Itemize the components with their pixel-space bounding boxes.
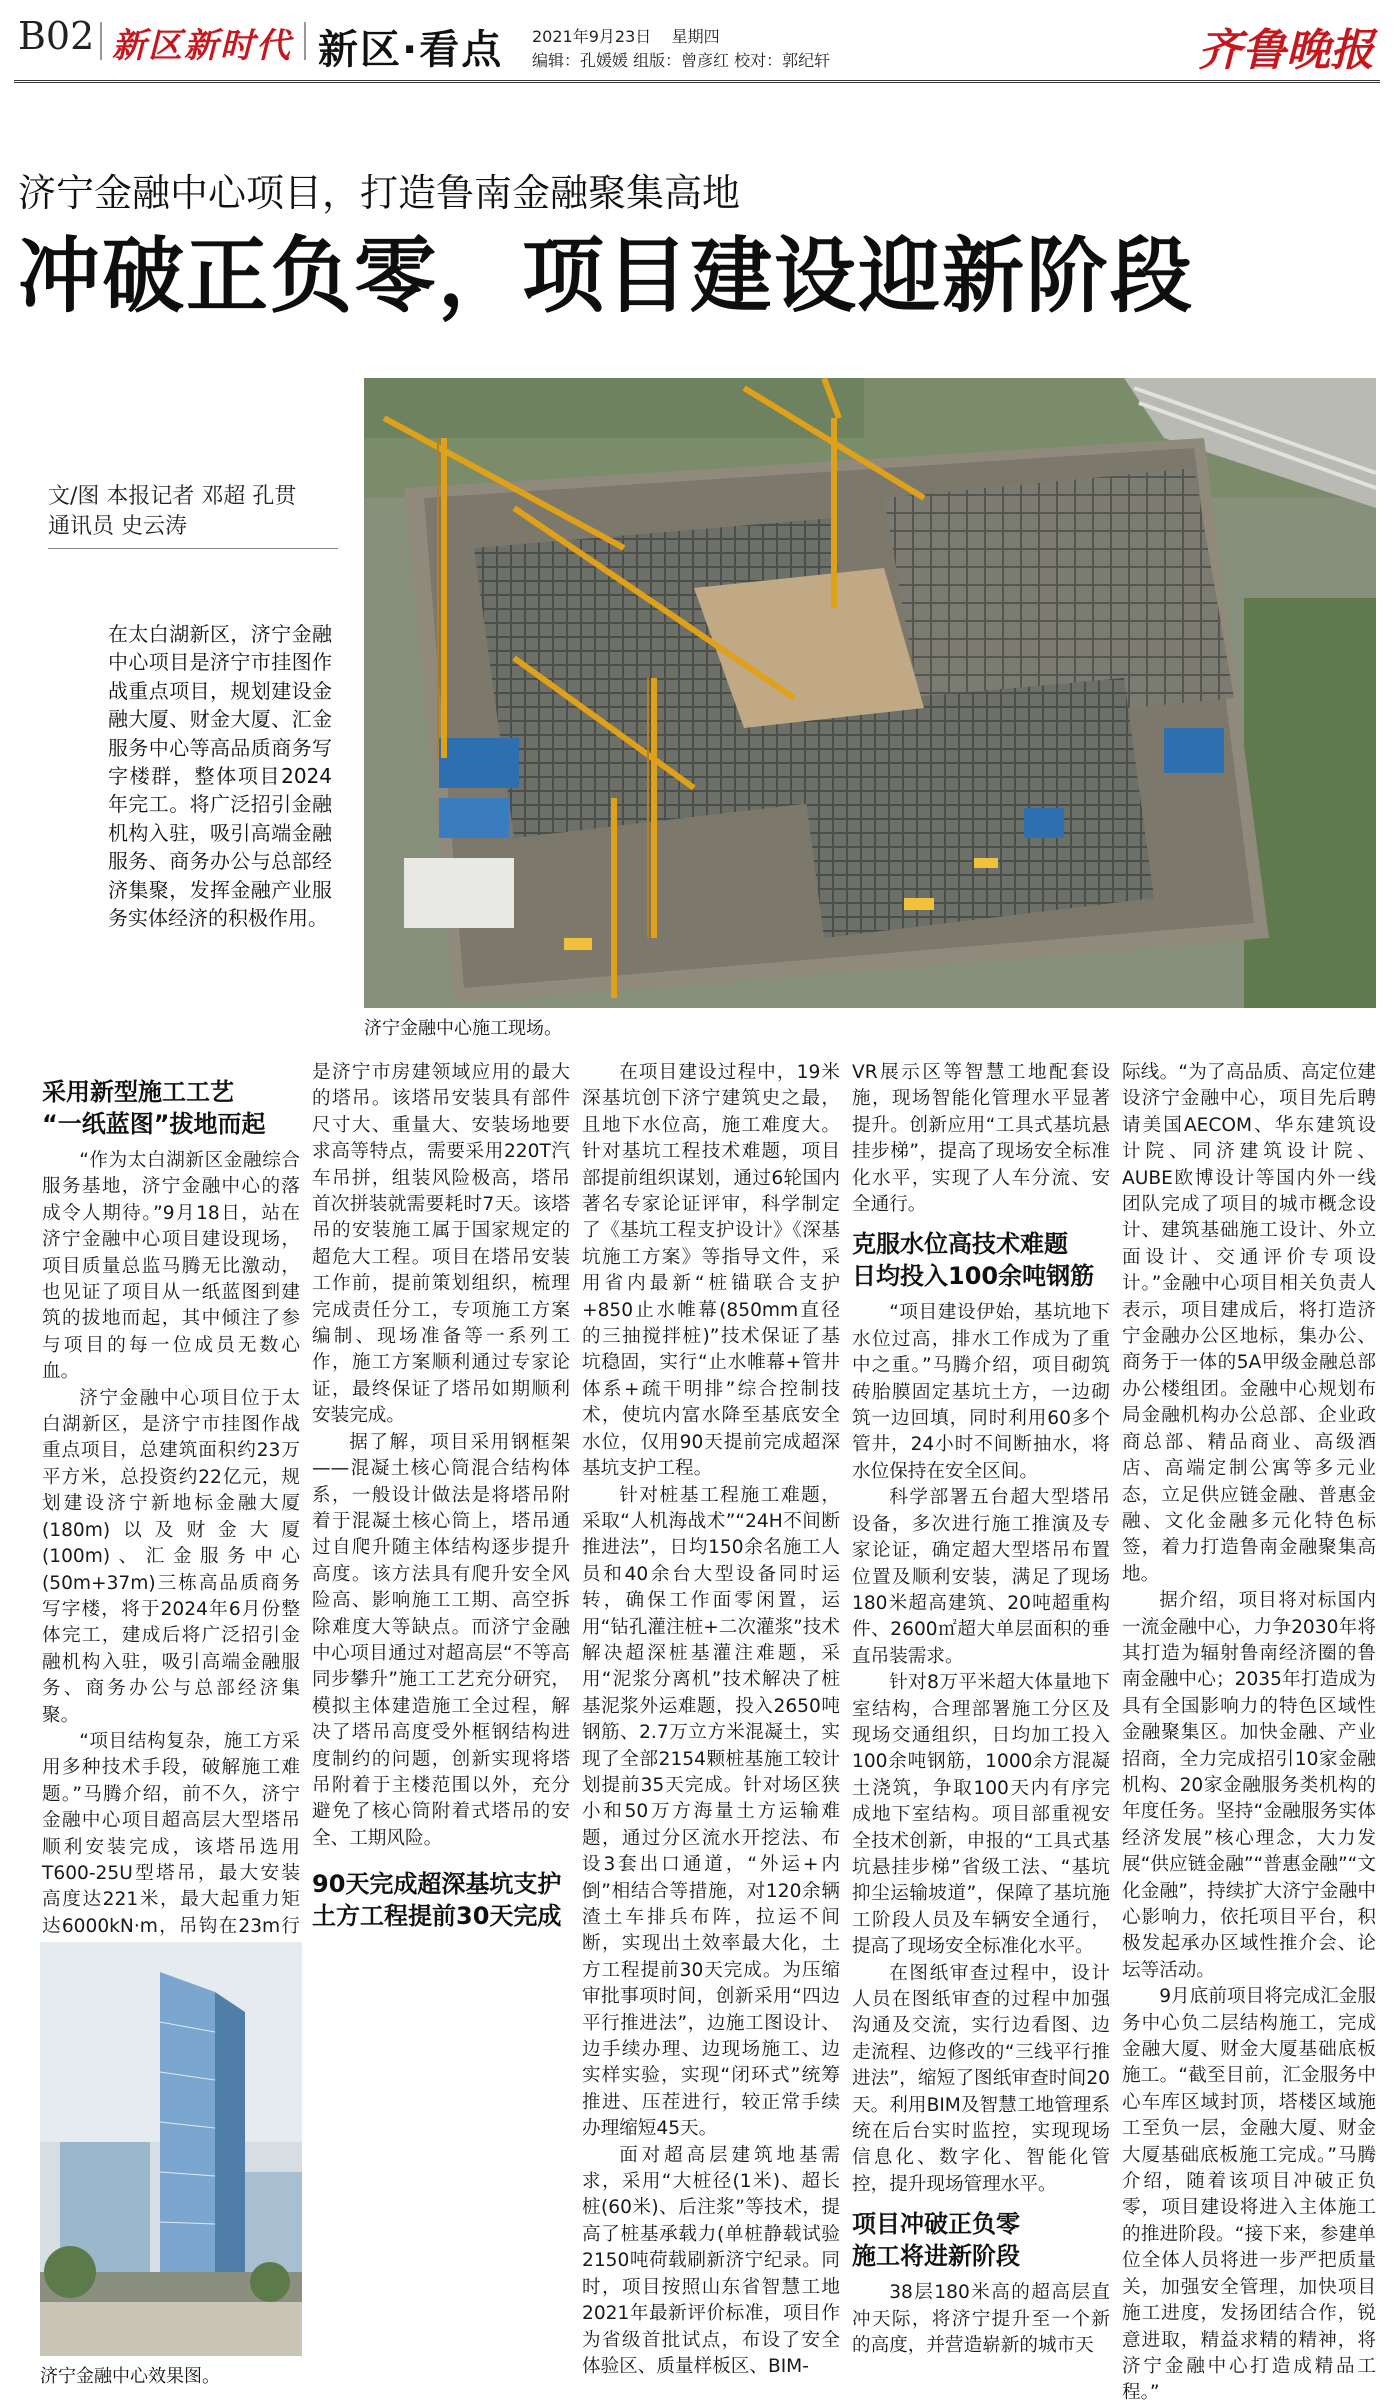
paragraph: VR展示区等智慧工地配套设施，现场智能化管理水平显著提升。创新应用“工具式基坑悬挂步梯”，提高了现场安全标准化水平，实现了人车分流、安全通行。	[852, 1062, 1110, 1216]
paragraph: 据介绍，项目将对标国内一流金融中心，力争2030年将其打造为辐射鲁南经济圈的鲁南金融中心；2035年打造成为具有全国影响力的特色区域性金融聚集区。加快金融、产业招商，全力完成招引10家金融机构、20家金融服务类机构的年度任务。坚持“金融服务实体经济发展”核心理念，大力发展“供应链金融”“普惠金融”“文化金融”，持续扩大济宁金融中心影响力，依托项目平台，积极发起承办区域性推介会、论坛等活动。	[1122, 1590, 1376, 1981]
subheading: 克服水位高技术难题 日均投入100余吨钢筋	[852, 1230, 1095, 1291]
paragraph: 针对8万平米超大体量地下室结构，合理部署施工分区及现场交通组织，日均加工投入100余吨钢筋，1000余方混凝土浇筑，争取100天内有序完成地下室结构。项目部重视安全技术创新，申报的“工具式基坑悬挂步梯”省级工法、“基坑抑尘运输坡道”，保障了基坑施工阶段人员及车辆安全通行，提高了现场安全标准化水平。	[852, 1672, 1110, 1958]
column-2	[312, 1060, 570, 1932]
byline: 文/图 本报记者 邓超 孔贯 通讯员 史云涛	[48, 484, 297, 539]
paragraph: 38层180米高的超高层直冲天际，将济宁提升至一个新的高度，并营造崭新的城市天	[852, 2282, 1110, 2357]
subheading: 项目冲破正负零 施工将进新阶段	[852, 2210, 1020, 2271]
paragraph: 科学部署五台超大型塔吊设备，多次进行施工推演及专家论证，确定超大型塔吊布置位置及顺利安装，满足了现场180米超高建筑、20吨超重构件、2600㎡超大单层面积的垂直吊装需求。	[852, 1487, 1110, 1667]
construction-site-photo	[364, 378, 1376, 1008]
paragraph: 济宁金融中心项目位于太白湖新区，是济宁市挂图作战重点项目，总建筑面积约23万平方米，总投资约22亿元，规划建设济宁新地标金融大厦(180m)以及财金大厦(100m)、汇金服务中心(50m+37m)三栋高品质商务写字楼，将于2024年6月份整体完工，建成后将广泛招引金融机构入驻，吸引高端金融服务、商务办公与总部经济集聚。	[42, 1387, 300, 1726]
divider	[100, 22, 102, 60]
column-1	[42, 1076, 300, 1967]
paragraph: 际线。“为了高品质、高定位建设济宁金融中心，项目先后聘请美国AECOM、华东建筑设计院、同济建筑设计院、AUBE欧博设计等国内外一线团队完成了项目的城市概念设计、建筑基础施工设计、外立面设计、交通评价专项设计。”金融中心项目相关负责人表示，项目建成后，将打造济宁金融办公区地标，集办公、商务于一体的5A甲级金融总部办公楼组团。金融中心规划布局金融机构办公总部、企业政商总部、精品商业、高级酒店、高端定制公寓等多元业态，立足供应链金融、普惠金融、文化金融多元化特色标签，着力打造鲁南金融聚集高地。	[1122, 1062, 1376, 1585]
paragraph: 9月底前项目将完成汇金服务中心负二层结构施工，完成金融大厦、财金大厦基础底板施工。“截至目前，汇金服务中心车库区域封顶，塔楼区域施工至负一层，金融大厦、财金大厦基础底板施工完成。”马腾介绍，随着该项目冲破正负零，项目建设将进入主体施工的推进阶段。“接下来，参建单位全体人员将进一步严把质量关，加强安全管理，加快项目施工进度，发扬团结合作，锐意进取，精益求精的精神，将济宁金融中心打造成精品工程。”	[1122, 1986, 1376, 2404]
section-title: 新区·看点	[318, 27, 504, 73]
paragraph: 据了解，项目采用钢框架——混凝土核心筒混合结构体系，一般设计做法是将塔吊附着于混凝土核心筒上，塔吊通过自爬升随主体结构逐步提升高度。该方法具有爬升安全风险高、影响施工工期、高空拆除难度大等缺点。而济宁金融中心项目通过对超高层“不等高同步攀升”施工工艺充分研究，模拟主体建造施工全过程，解决了塔吊高度受外框钢结构进度制约的问题，创新实现将塔吊附着于主楼范围以外，充分避免了核心筒附着式塔吊的安全、工期风险。	[312, 1431, 570, 1849]
paragraph: 在图纸审查过程中，设计人员在图纸审查的过程中加强沟通及交流，实行边看图、边走流程、边修改的“三线平行推进法”，缩短了图纸审查时间20天。利用BIM及智慧工地管理系统在后台实时监控，实现现场信息化、数字化、智能化管控，提升现场管理水平。	[852, 1962, 1110, 2195]
brand-right-logo: 齐鲁晚报	[1198, 25, 1374, 76]
headline: 冲破正负零，项目建设迎新阶段	[18, 229, 1195, 324]
paragraph: 针对桩基工程施工难题，采取“人机海战术”“24H不间断推进法”，日均150余名施工人员和40余台大型设备同时运转，确保工作面零闲置，运用“钻孔灌注桩+二次灌浆”技术解决超深桩基灌注难题，采用“泥浆分离机”技术解决了桩基泥浆外运难题，投入2650吨钢筋、2.7万立方米混凝土，实现了全部2154颗桩基施工较计划提前35天完成。针对场区狭小和50万方海量土方运输难题，通过分区流水开挖法、布设3套出口通道，“外运+内倒”相结合等措施，对120余辆渣土车排兵布阵，拉运不间断，实现出土效率最大化，土方工程提前30天完成。为压缩审批事项时间，创新采用“四边平行推进法”，边施工图设计、边手续办理、边现场施工、边实样实验，实现“闭环式”统筹推进、压茬进行，较正常手续办理缩短45天。	[582, 1484, 840, 2140]
header-rule	[14, 80, 1380, 83]
render-caption: 济宁金融中心效果图。	[40, 2366, 220, 2387]
paragraph: “项目结构复杂，施工方采用多种技术手段，破解施工难题。”马腾介绍，前不久，济宁金融中心项目超高层大型塔吊顺利安装完成，该塔吊选用T600-25U型塔吊，最大安装高度达221米，最大起重力矩达6000kN·m，吊钩在23m行	[42, 1730, 300, 1937]
photo-caption: 济宁金融中心施工现场。	[364, 1018, 562, 1039]
lede-paragraph: 在太白湖新区，济宁金融中心项目是济宁市挂图作战重点项目，规划建设金融大厦、财金大厦、汇金服务中心等高品质商务写字楼群，整体项目2024年完工。将广泛招引金融机构入驻，吸引高端金融服务、商务办公与总部经济集聚，发挥金融产业服务实体经济的积极作用。	[108, 622, 332, 931]
divider	[304, 22, 306, 60]
byline-rule	[48, 548, 338, 549]
column-4	[852, 1060, 1110, 2359]
editors-line: 编辑：孔媛媛 组版：曾彦红 校对：郭纪轩	[532, 51, 831, 70]
subheading: 采用新型施工工艺 “一纸蓝图”拔地而起	[42, 1078, 266, 1138]
brand-left: 新区新时代	[112, 26, 292, 66]
column-3	[582, 1060, 840, 2380]
paragraph: “项目建设伊始，基坑地下水位过高，排水工作成为了重中之重。”马腾介绍，项目砌筑砖胎膜固定基坑土方，一边砌筑一边回填，同时利用60多个管井，24小时不间断抽水，将水位保持在安全区间。	[852, 1302, 1110, 1482]
subheading: 90天完成超深基坑支护 土方工程提前30天完成	[312, 1870, 562, 1931]
kicker: 济宁金融中心项目，打造鲁南金融聚集高地	[18, 171, 741, 215]
page-number: B02	[18, 14, 95, 58]
issue-date: 2021年9月23日 星期四	[532, 27, 720, 46]
column-5	[1122, 1060, 1376, 2407]
building-render-image	[40, 1942, 302, 2356]
paragraph: 在项目建设过程中，19米深基坑创下济宁建筑史之最，且地下水位高，施工难度大。针对基坑工程技术难题，项目部提前组织谋划，通过6轮国内著名专家论证评审，科学制定了《基坑工程支护设计》《深基坑施工方案》等指导文件，采用省内最新“桩锚联合支护+850止水帷幕(850mm直径的三抽搅拌桩)”技术保证了基坑稳固，实行“止水帷幕+管井体系+疏干明排”综合控制技术，使坑内富水降至基底安全水位，仅用90天提前完成超深基坑支护工程。	[582, 1062, 840, 1480]
paragraph: 是济宁市房建领域应用的最大的塔吊。该塔吊安装具有部件尺寸大、重量大、安装场地要求高等特点，需要采用220T汽车吊拼，组装风险极高，塔吊首次拼装就需要耗时7天。该塔吊的安装施工属于国家规定的超危大工程。项目在塔吊安装工作前，提前策划组织，梳理完成责任分工，专项施工方案编制、现场准备等一系列工作，施工方案顺利通过专家论证，最终保证了塔吊如期顺利安装完成。	[312, 1062, 570, 1427]
paragraph: “作为太白湖新区金融综合服务基地，济宁金融中心的落成令人期待。”9月18日，站在济宁金融中心项目建设现场，项目质量总监马腾无比激动，也见证了项目从一纸蓝图到建筑的拔地而起，其中倾注了参与项目的每一位成员无数心血。	[42, 1150, 300, 1383]
paragraph: 面对超高层建筑地基需求，采用“大桩径(1米)、超长桩(60米)、后注浆”等技术，提高了桩基承载力(单桩静载试验2150吨荷载刷新济宁纪录。同时，项目按照山东省智慧工地2021年最新评价标准，项目作为省级首批试点，布设了安全体验区、质量样板区、BIM-	[582, 2144, 840, 2377]
